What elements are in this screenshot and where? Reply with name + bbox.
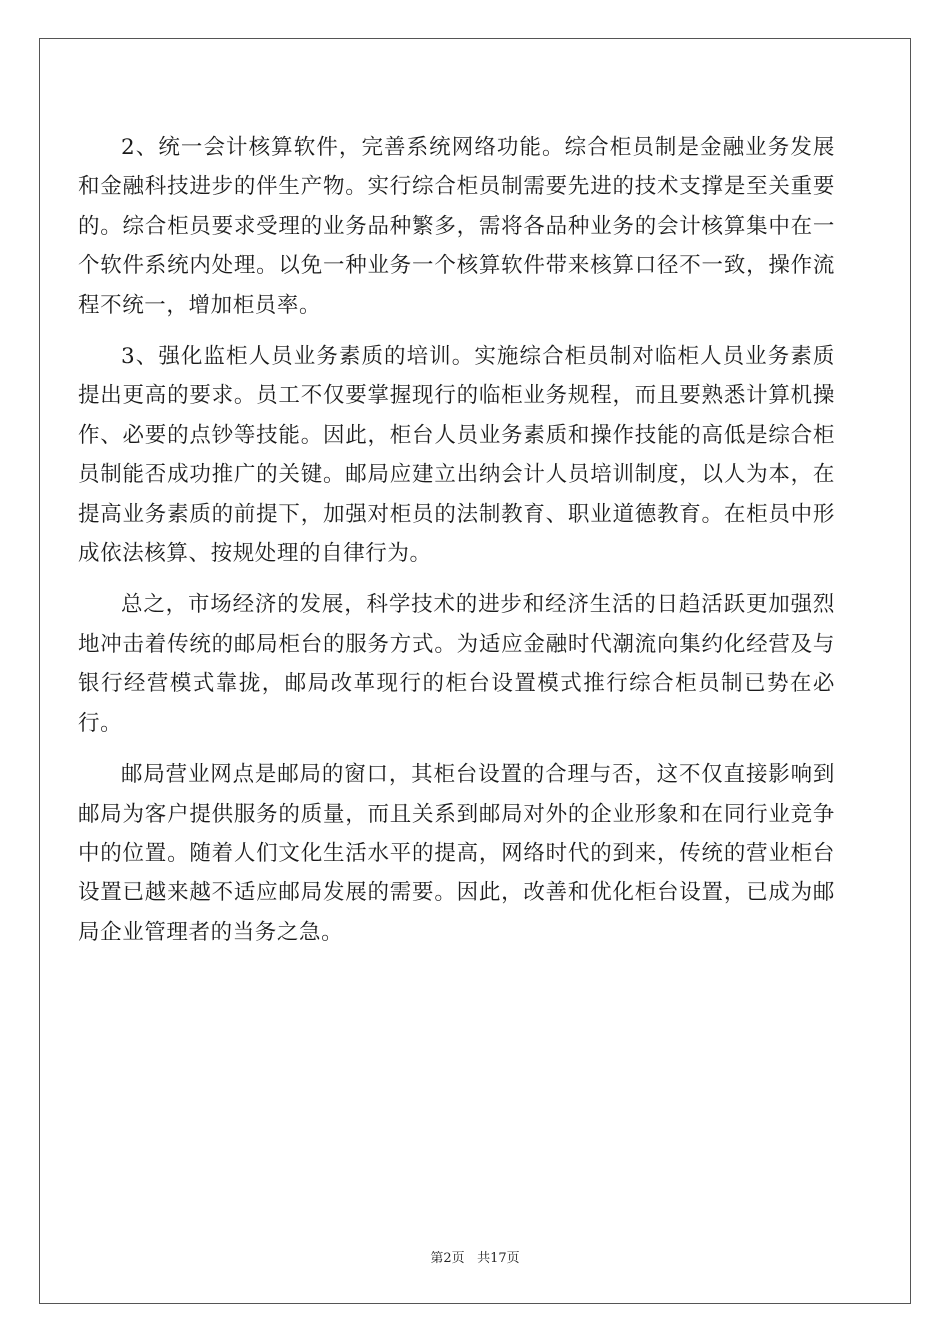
- document-body: [78, 128, 835, 964]
- page-number: 第2页: [430, 1251, 465, 1266]
- paragraph-1: 2、统一会计核算软件，完善系统网络功能。综合柜员制是金融业务发展和金融科技进步的伴生产物。实行综合柜员制需要先进的技术支撑是至关重要的。综合柜员要求受理的业务品种繁多，需将各品种业务的会计核算集中在一个软件系统内处理。以免一种业务一个核算软件带来核算口径不一致，操作流程不统一，增加柜员率。: [78, 135, 835, 318]
- page-footer: [0, 1247, 950, 1266]
- page-total: 共17页: [477, 1251, 520, 1266]
- paragraph-4: 邮局营业网点是邮局的窗口，其柜台设置的合理与否，这不仅直接影响到邮局为客户提供服务的质量，而且关系到邮局对外的企业形象和在同行业竞争中的位置。随着人们文化生活水平的提高，网络时代的到来，传统的营业柜台设置已越来越不适应邮局发展的需要。因此，改善和优化柜台设置，已成为邮局企业管理者的当务之急。: [78, 762, 835, 945]
- paragraph-2: 3、强化监柜人员业务素质的培训。实施综合柜员制对临柜人员业务素质提出更高的要求。员工不仅要掌握现行的临柜业务规程，而且要熟悉计算机操作、必要的点钞等技能。因此，柜台人员业务素质和操作技能的高低是综合柜员制能否成功推广的关键。邮局应建立出纳会计人员培训制度，以人为本，在提高业务素质的前提下，加强对柜员的法制教育、职业道德教育。在柜员中形成依法核算、按规处理的自律行为。: [78, 344, 835, 567]
- paragraph-3: 总之，市场经济的发展，科学技术的进步和经济生活的日趋活跃更加强烈地冲击着传统的邮局柜台的服务方式。为适应金融时代潮流向集约化经营及与银行经营模式靠拢，邮局改革现行的柜台设置模式推行综合柜员制已势在必行。: [78, 592, 835, 736]
